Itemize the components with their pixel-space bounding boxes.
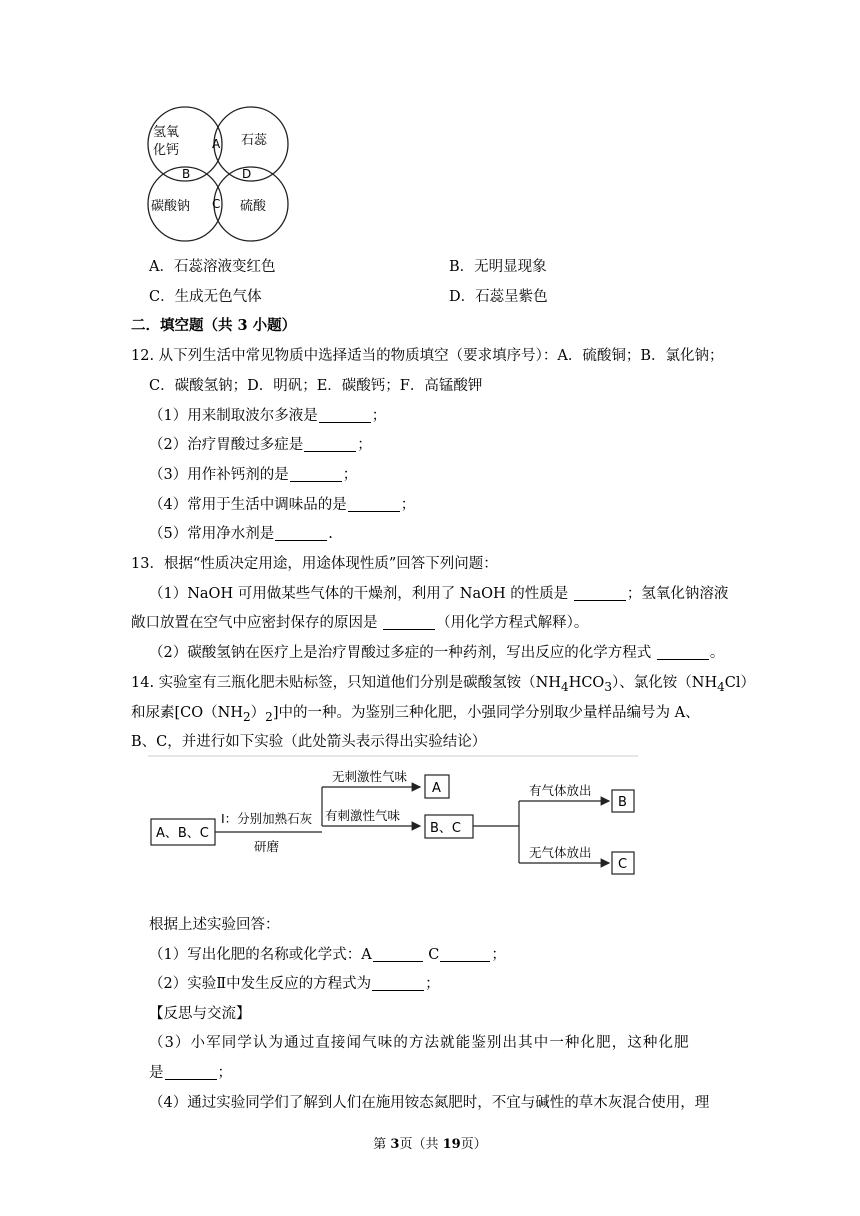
venn-c1-line1: 氢氧 — [153, 125, 180, 140]
step1-label-2: 研磨 — [254, 839, 280, 854]
q14-answer-1: （1）写出化肥的名称或化学式：A C ； — [149, 947, 506, 963]
blank[interactable] — [319, 408, 371, 424]
venn-c2-label: 石蕊 — [241, 133, 268, 148]
q14-reflect-title: 【反思与交流】 — [149, 1006, 251, 1022]
q12-stem-2: C．碳酸氢钠；D．明矾；E．碳酸钙；F．高锰酸钾 — [149, 378, 483, 394]
blank[interactable] — [657, 645, 709, 661]
q14-answer-3-cont: 是 ； — [149, 1065, 232, 1081]
blank[interactable] — [290, 467, 342, 483]
q12-sub-2: （2）治疗胃酸过多症是 ； — [149, 437, 372, 453]
box-start-label: A、B、C — [156, 826, 209, 841]
q13-part-1: （1）NaOH 可用做某些气体的干燥剂，利用了 NaOH 的性质是 ；氢氧化钠溶液 — [149, 586, 729, 602]
q14-line-2: 和尿素$[CO(NH_2)_2]$中的一种。为鉴别三种化肥，小强同学分别取少量样品编号为 A、 — [131, 705, 700, 724]
venn-label-a: A — [212, 137, 221, 151]
gas-label: 有气体放出 — [529, 783, 592, 798]
venn-label-d: D — [242, 167, 252, 181]
venn-label-b: B — [182, 167, 191, 181]
blank[interactable] — [373, 947, 423, 963]
blank[interactable] — [383, 615, 435, 631]
box-bc-label: B、C — [430, 821, 461, 836]
venn-label-c: C — [212, 197, 221, 211]
venn-c4-label: 硫酸 — [240, 199, 267, 214]
q12-stem-1: 12. 从下列生活中常见物质中选择适当的物质填空（要求填序号）：A．硫酸铜；B．氯化钠； — [131, 348, 724, 364]
page-footer: 第 3页（共 19页） — [373, 1137, 487, 1152]
box-a-label: A — [432, 781, 441, 796]
box-c-label: C — [618, 857, 628, 872]
blank[interactable] — [275, 526, 327, 542]
q13-part-1-cont: 敞口放置在空气中应密封保存的原因是 （用化学方程式解释）。 — [131, 615, 589, 631]
option-c: C．生成无色气体 — [149, 289, 262, 305]
box-b-label: B — [618, 795, 627, 810]
q13-stem: 13．根据“性质决定用途，用途体现性质”回答下列问题： — [131, 556, 498, 572]
q12-sub-5: （5）常用净水剂是 . — [149, 526, 333, 542]
step1-label: I：分别加熟石灰 — [221, 811, 313, 826]
option-d: D．石蕊呈紫色 — [449, 289, 548, 305]
option-a: A．石蕊溶液变红色 — [149, 259, 276, 275]
no-smell-label: 无刺激性气味 — [332, 769, 408, 784]
blank[interactable] — [372, 976, 424, 992]
q12-sub-3: （3）用作补钙剂的是 ； — [149, 467, 358, 483]
q14-line-3: B、C，并进行如下实验（此处箭头表示得出实验结论） — [131, 734, 487, 750]
q14-line-1: 14. 实验室有三瓶化肥未贴标签，只知道他们分别是碳酸氢铵$(NH_4HCO_3)$、氯化铵$(NH_4Cl)$ — [131, 675, 756, 694]
blank[interactable] — [304, 437, 356, 453]
q14-answer-4: （4）通过实验同学们了解到人们在施用铵态氮肥时，不宜与碱性的草木灰混合使用，理 — [149, 1095, 710, 1111]
venn-c1-line2: 化钙 — [153, 143, 180, 158]
venn-diagram — [145, 100, 290, 245]
q14-answer-intro: 根据上述实验回答： — [149, 917, 280, 933]
blank[interactable] — [348, 497, 400, 513]
flow-diagram — [148, 755, 638, 880]
q14-answer-2: （2）实验Ⅱ中发生反应的方程式为 ； — [149, 976, 440, 992]
venn-c3-label: 碳酸钠 — [151, 199, 191, 214]
q12-sub-1: （1）用来制取波尔多液是 ； — [149, 408, 387, 424]
blank[interactable] — [574, 586, 626, 602]
no-gas-label: 无气体放出 — [529, 845, 592, 860]
section-title: 二．填空题（共 3 小题） — [131, 317, 297, 334]
option-b: B．无明显现象 — [449, 259, 547, 275]
q12-sub-4: （4）常用于生活中调味品的是 ； — [149, 497, 416, 513]
q13-part-2: （2）碳酸氢钠在医疗上是治疗胃酸过多症的一种药剂，写出反应的化学方程式 。 — [149, 645, 725, 661]
smell-label: 有刺激性气味 — [325, 808, 401, 823]
q14-answer-3: （3）小军同学认为通过直接闻气味的方法就能鉴别出其中一种化肥，这种化肥 — [149, 1035, 690, 1051]
blank[interactable] — [165, 1065, 217, 1081]
blank[interactable] — [440, 947, 490, 963]
